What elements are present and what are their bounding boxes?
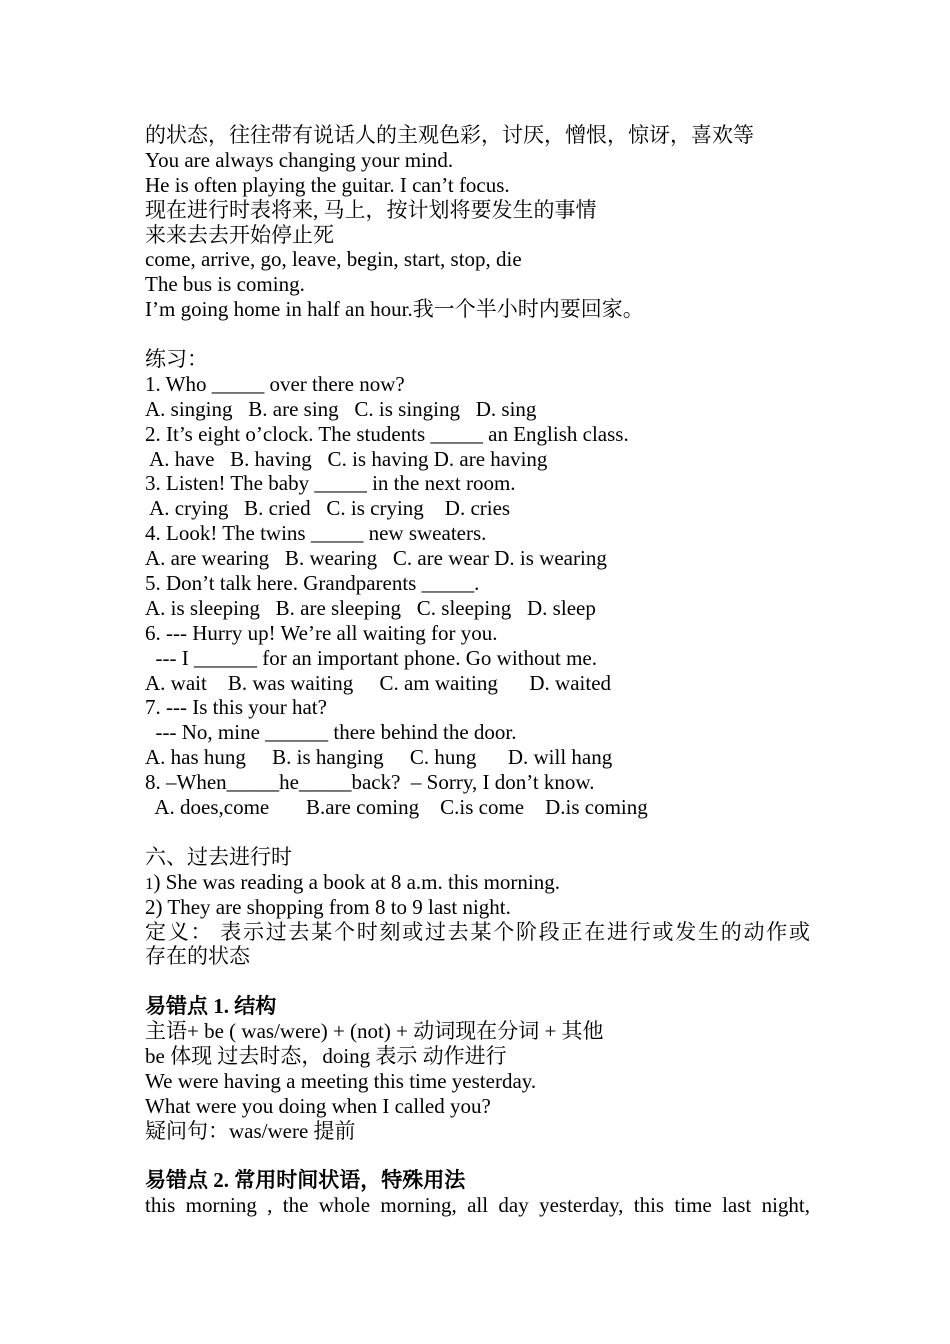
verb-list: come, arrive, go, leave, begin, start, stop, die [145, 247, 522, 272]
example-sentence: What were you doing when I called you? [145, 1093, 491, 1118]
time-adverbials: this morning , the whole morning, all day yesterday, this time last night, [145, 1193, 810, 1218]
exercise-options: A. have B. having C. is having D. are having [145, 446, 548, 471]
exercise-question: --- I ______ for an important phone. Go without me. [145, 645, 597, 670]
exercise-question: 3. Listen! The baby _____ in the next room. [145, 471, 516, 496]
exercise-title: 练习： [145, 347, 208, 372]
example-sentence: 2) They are shopping from 8 to 9 last night. [145, 894, 511, 919]
point-heading: 易错点 2. 常用时间状语，特殊用法 [145, 1168, 466, 1193]
spacer [145, 820, 810, 845]
text-line: be 体现 过去时态，doing 表示 动作进行 [145, 1043, 507, 1068]
spacer [145, 969, 810, 994]
text-line: 的状态，往往带有说话人的主观色彩，讨厌，憎恨，惊讶，喜欢等 [145, 123, 754, 147]
exercise-question: --- No, mine ______ there behind the door. [145, 720, 517, 745]
exercise-question: 1. Who _____ over there now? [145, 371, 405, 396]
exercise-options: A. is sleeping B. are sleeping C. sleeping D. sleep [145, 595, 596, 620]
exercise-options: A. does,come B.are coming C.is come D.is coming [145, 795, 648, 820]
text-line: 疑问句：was/were 提前 [145, 1118, 356, 1143]
example-sentence: The bus is coming. [145, 272, 305, 297]
structure-formula: 主语+ be ( was/were) + (not) + 动词现在分词 + 其他 [145, 1019, 604, 1044]
text-line: 来来去去开始停止死 [145, 222, 334, 247]
exercise-question: 5. Don’t talk here. Grandparents _____. [145, 571, 480, 596]
exercise-question: 7. --- Is this your hat? [145, 695, 327, 720]
exercise-options: A. crying B. cried C. is crying D. cries [145, 496, 511, 521]
exercise-question: 6. --- Hurry up! We’re all waiting for you. [145, 620, 498, 645]
point-heading: 易错点 1. 结构 [145, 994, 277, 1019]
definition-text: 存在的状态 [145, 944, 250, 969]
example-sentence: I’m going home in half an hour.我一个半小时内要回家。 [145, 297, 644, 322]
definition-text: 定义： 表示过去某个时刻或过去某个阶段正在进行或发生的动作或 [145, 919, 810, 944]
example-sentence: You are always changing your mind. [145, 147, 454, 172]
example-sentence: He is often playing the guitar. I can’t focus. [145, 172, 510, 197]
exercise-options: A. singing B. are sing C. is singing D. sing [145, 396, 537, 421]
exercise-options: A. are wearing B. wearing C. are wear D. is wearing [145, 546, 607, 571]
section-title: 六、过去进行时 [145, 844, 292, 869]
example-sentence: We were having a meeting this time yesterday. [145, 1068, 537, 1093]
exercise-options: A. wait B. was waiting C. am waiting D. waited [145, 670, 612, 695]
example-sentence [145, 870, 810, 895]
example-number: 1 [145, 873, 154, 893]
example-text: ) She was reading a book at 8 a.m. this morning. [153, 869, 561, 894]
exercise-question: 8. –When_____he_____back? – Sorry, I don’t know. [145, 770, 595, 795]
spacer [145, 1144, 810, 1169]
exercise-question: 4. Look! The twins _____ new sweaters. [145, 521, 487, 546]
spacer [145, 322, 810, 347]
text-line: 现在进行时表将来, 马上，按计划将要发生的事情 [145, 197, 597, 222]
exercise-options: A. has hung B. is hanging C. hung D. will hang [145, 745, 613, 770]
exercise-question: 2. It’s eight o’clock. The students _____ an English class. [145, 421, 629, 446]
document-page [145, 123, 810, 1218]
